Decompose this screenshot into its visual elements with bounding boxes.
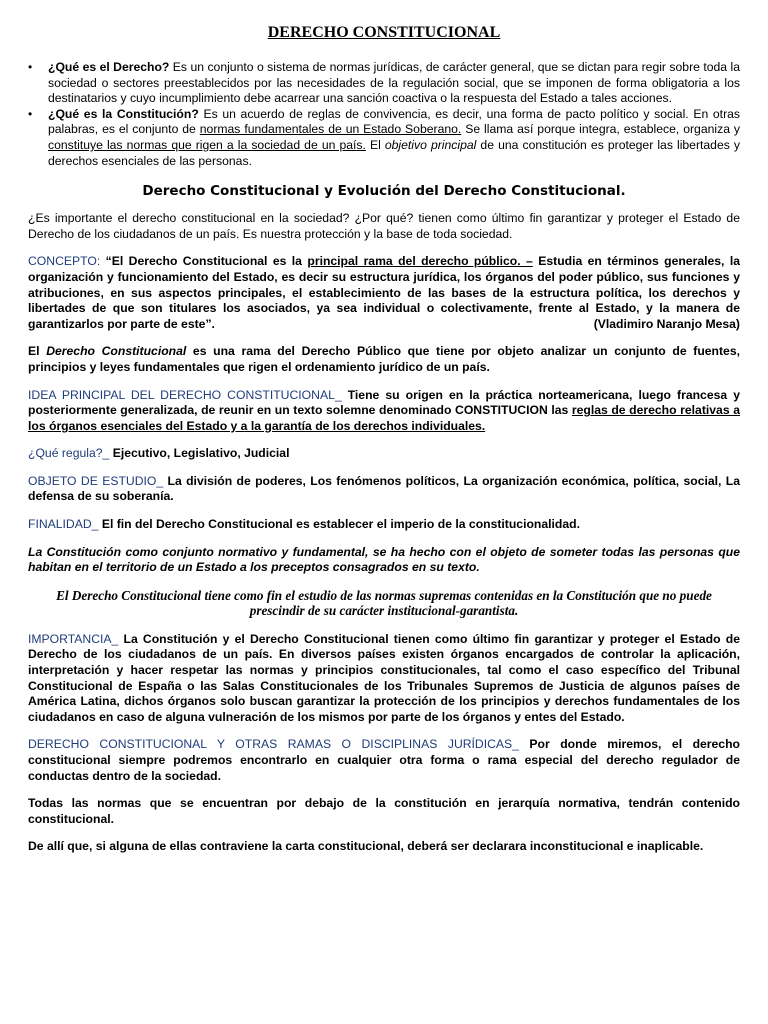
- importancia-text: La Constitución y el Derecho Constitucional tienen como último fin garantizar y proteger el Estado de Derecho de los ciudadanos de un país. En diversos países existen órganos encargados de controlar la aplicación, interpretación y hacer respetar las normas y principios constitucionales, tal como el caso específico del Tribunal Constitucional de España o las Salas Constitucionales de los Tribunales Supremos de Justicia de algunos países de América Latina, dichos órganos solo buscan garantizar la protección de los principios y derechos fundamentales de los ciudadanos en caso de alguna vulneración de los mismos por parte de los órganos y entes del Estado.: [28, 631, 740, 724]
- list-item: [48, 107, 740, 169]
- idea-text: Tiene su origen en la práctica norteamericana, luego francesa y posteriormente generalizada, de reunir en un texto solemne denominado CONSTITUCION las: [28, 387, 740, 418]
- title-part-2: CONSTITUCIONAL: [352, 24, 501, 41]
- concepto-label: CONCEPTO:: [28, 254, 101, 269]
- bullet-text: El: [365, 137, 385, 152]
- definicion-text: El: [28, 344, 47, 359]
- idea-label: IDEA PRINCIPAL DEL DERECHO CONSTITUCIONAL_: [28, 387, 342, 402]
- italic-text: objetivo principal: [384, 137, 477, 152]
- otras-ramas-paragraph: [28, 737, 740, 784]
- underlined-text: normas fundamentales de un Estado Soberano.: [199, 122, 462, 137]
- otras-ramas-text: Por donde miremos, el derecho constitucional siempre podremos encontrarlo en cualquier otra forma o rama especial del derecho regulador de conductas dentro de la sociedad.: [28, 737, 740, 783]
- objeto-paragraph: [28, 474, 740, 505]
- regula-paragraph: [28, 446, 740, 462]
- underlined-text: principal rama del derecho público. –: [307, 254, 533, 269]
- title-part-1: DERECHO: [267, 24, 349, 41]
- otras-ramas-label: DERECHO CONSTITUCIONAL Y OTRAS RAMAS O DISCIPLINAS JURÍDICAS_: [28, 737, 519, 752]
- objeto-text: La división de poderes, Los fenómenos políticos, La organización económica, política, social, La defensa de su soberanía.: [28, 473, 741, 504]
- underlined-text: constituye las normas que rigen a la sociedad de un país.: [48, 137, 366, 152]
- importancia-label: IMPORTANCIA_: [28, 631, 119, 646]
- conclusion-paragraph: De allí que, si alguna de ellas contraviene la carta constitucional, deberá ser declarara inconstitucional e inaplicable.: [28, 839, 704, 854]
- idea-paragraph: [28, 388, 740, 435]
- intro-paragraph: ¿Es importante el derecho constitucional en la sociedad? ¿Por qué? tienen como último fin garantizar y proteger el Estado de Derecho de los ciudadanos de un país. Es nuestra protección y la base de toda sociedad.: [28, 211, 740, 241]
- finalidad-label: FINALIDAD_: [28, 517, 99, 532]
- bullet-lead: ¿Qué es la Constitución?: [48, 106, 199, 121]
- definitions-list: [28, 60, 740, 169]
- objeto-label: OBJETO DE ESTUDIO_: [28, 473, 164, 488]
- bullet-text: Es un acuerdo de reglas de convivencia, es decir, una forma de pacto político y social. En otras palabras, es el conjunto de: [48, 106, 740, 137]
- bullet-lead: ¿Qué es el Derecho?: [48, 60, 170, 74]
- underlined-text: reglas de derecho relativas a los órganos esenciales del Estado y a la garantía de los derechos individuales.: [28, 403, 740, 433]
- bullet-text: de una constitución es proteger las libertades y derechos esenciales de las personas.: [48, 137, 740, 168]
- concepto-attribution: (Vladimiro Naranjo Mesa): [593, 316, 740, 331]
- constitucion-italic-paragraph: La Constitución como conjunto normativo y fundamental, se ha hecho con el objeto de someter todas las personas que habitan en el territorio de un Estado a los preceptos consagrados en su texto.: [28, 544, 740, 575]
- normas-paragraph: Todas las normas que se encuentran por debajo de la constitución en jerarquía normativa, tendrán contenido constitucional.: [28, 796, 740, 826]
- regula-label: ¿Qué regula?_: [28, 446, 110, 461]
- bullet-text: Se llama así porque integra, establece, organiza y: [461, 122, 740, 137]
- section-subtitle: Derecho Constitucional y Evolución del Derecho Constitucional.: [142, 183, 626, 200]
- importancia-paragraph: [28, 632, 740, 726]
- concepto-text: Estudia en términos generales, la organización y funcionamiento del Estado, es decir su estructura jurídica, los órganos del poder público, sus funciones y atribuciones, en sus aspectos principales, el establecimiento de las bases de la estructura política, los derechos y libertades de que son titulares los asociados, ya sea individual o colectivamente, frente al Estado, y la manera de garantizarlos por parte de este”.: [28, 254, 740, 331]
- concepto-text: “El Derecho Constitucional es la: [100, 254, 308, 269]
- list-item: [48, 60, 740, 107]
- page-title: [28, 24, 740, 42]
- definicion-paragraph: [28, 344, 740, 375]
- finalidad-paragraph: [28, 517, 740, 533]
- highlight-quote: El Derecho Constitucional tiene como fin el estudio de las normas supremas contenidas en la Constitución que no puede prescindir de su carácter institucional-garantista.: [56, 587, 712, 618]
- concepto-paragraph: [28, 254, 740, 332]
- bullet-text: Es un conjunto o sistema de normas jurídicas, de carácter general, que se dictan para regir sobre toda la sociedad o sectores preestablecidos por las necesidades de la regulación social, que se imponen de forma obligatoria a los destinatarios y cuyo incumplimiento debe acarrear una sanción coactiva o la respuesta del Estado a tales acciones.: [48, 60, 740, 106]
- finalidad-text: El fin del Derecho Constitucional es establecer el imperio de la constitucionalidad.: [98, 517, 580, 532]
- definicion-text: es una rama del Derecho Público que tiene por objeto analizar un conjunto de fuentes, principios y leyes fundamentales que rigen el ordenamiento jurídico de un país.: [28, 344, 740, 374]
- regula-text: Ejecutivo, Legislativo, Judicial: [109, 446, 290, 461]
- italic-text: Derecho Constitucional: [46, 344, 187, 359]
